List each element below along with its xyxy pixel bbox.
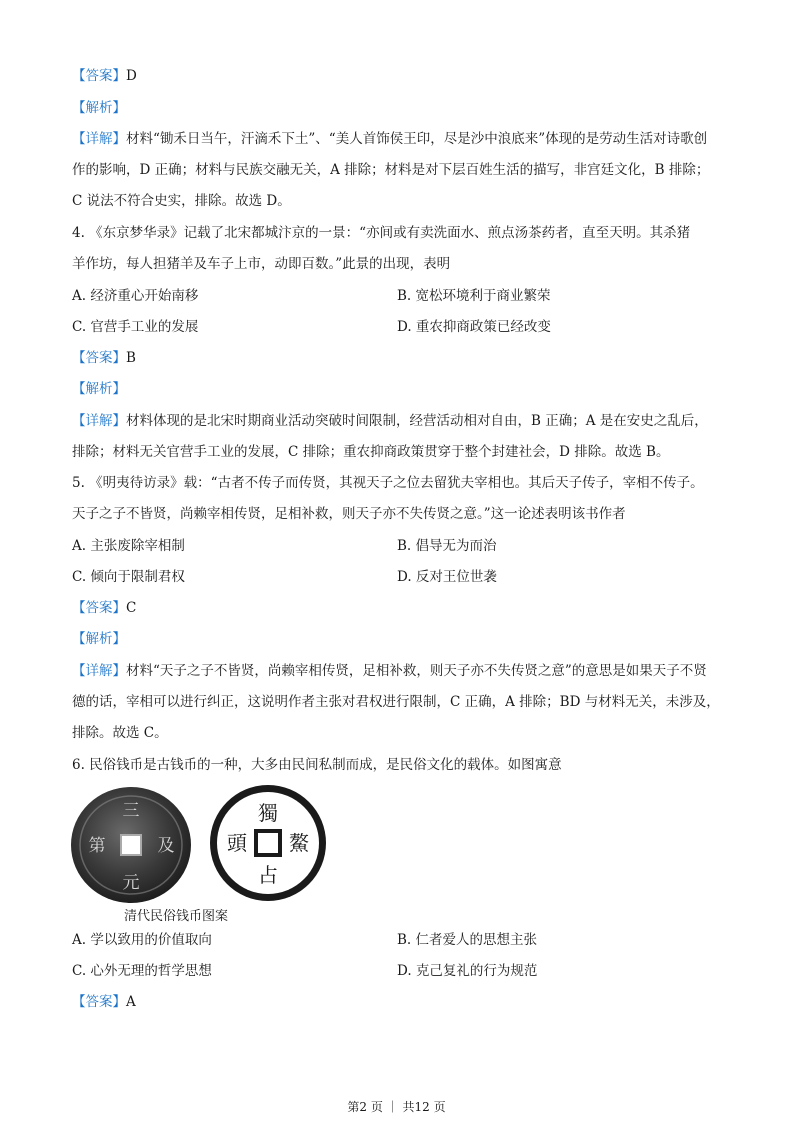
q5-detail-line-3: 排除。故选 C。 xyxy=(72,725,168,741)
answer-value: A xyxy=(126,994,136,1010)
q3-detail-line-2: 作的影响，D 正确；材料与民族交融无关，A 排除；材料是对下层百姓生活的描写，非宫廷文化，B 排除； xyxy=(72,162,710,178)
q5-option-d: D. 反对王位世袭 xyxy=(397,569,497,585)
q5-detail-line-2: 德的话，宰相可以进行纠正，这说明作者主张对君权进行限制，C 正确，A 排除；BD 与材料无关，未涉及， xyxy=(72,694,720,710)
detail-tag: 【详解】 xyxy=(72,413,126,429)
detail-text: 材料“锄禾日当午，汗滴禾下土”、“美人首饰侯王印，尽是沙中浪底来”体现的是劳动生活对诗歌创 xyxy=(126,131,708,147)
q6-option-d: D. 克己复礼的行为规范 xyxy=(397,963,538,979)
q4-analysis-line xyxy=(72,379,126,399)
q4-detail-line-1 xyxy=(72,411,708,431)
q4-detail-line-2: 排除；材料无关官营手工业的发展，C 排除；重农抑商政策贯穿于整个封建社会，D 排除。故选 B。 xyxy=(72,444,670,460)
coin-2-char-top: 獨 xyxy=(258,801,278,825)
q6-stem: 6. 民俗钱币是古钱币的一种，大多由民间私制而成，是民俗文化的载体。如图寓意 xyxy=(72,757,562,773)
answer-value: C xyxy=(126,600,137,616)
q4-option-a: A. 经济重心开始南移 xyxy=(72,288,199,304)
q3-analysis-line xyxy=(72,98,126,118)
detail-tag: 【详解】 xyxy=(72,663,126,679)
coin-1-char-bottom: 元 xyxy=(122,873,140,893)
q6-answer-line xyxy=(72,992,136,1012)
answer-tag: 【答案】 xyxy=(72,68,126,84)
q3-answer-line xyxy=(72,66,137,86)
figure-caption: 清代民俗钱币图案 xyxy=(124,909,229,924)
q4-option-d: D. 重农抑商政策已经改变 xyxy=(397,319,551,335)
coin-image-1 xyxy=(70,786,192,908)
q5-option-c: C. 倾向于限制君权 xyxy=(72,569,185,585)
q3-detail-line-1 xyxy=(72,129,707,149)
coin-image-2 xyxy=(207,782,329,908)
coin-2-char-right: 鰲 xyxy=(289,831,309,855)
coin-2-char-left: 頭 xyxy=(227,831,247,855)
coin-1-square-hole xyxy=(121,835,141,855)
coin-2-char-bottom: 占 xyxy=(258,863,278,887)
detail-text: 材料体现的是北宋时期商业活动突破时间限制，经营活动相对自由，B 正确；A 是在安史之乱后， xyxy=(126,413,708,429)
analysis-tag: 【解析】 xyxy=(72,631,126,647)
page-footer: 第2 页 ｜ 共12 页 xyxy=(347,1100,446,1114)
q4-option-b: B. 宽松环境利于商业繁荣 xyxy=(397,288,551,304)
answer-tag: 【答案】 xyxy=(72,994,126,1010)
q5-analysis-line xyxy=(72,629,126,649)
analysis-tag: 【解析】 xyxy=(72,100,126,116)
q5-stem-line-2: 天子之子不皆贤，尚赖宰相传贤，足相补救，则天子亦不失传贤之意。”这一论述表明该书作者 xyxy=(72,506,626,522)
q5-stem-line-1: 5. 《明夷待访录》载：“古者不传子而传贤，其视天子之位去留犹夫宰相也。其后天子传子，宰相不传子。 xyxy=(72,475,704,491)
q4-stem-line-1: 4. 《东京梦华录》记载了北宋都城汴京的一景：“亦间或有卖洗面水、煎点汤茶药者，直至天明。其杀猪 xyxy=(72,225,691,241)
answer-tag: 【答案】 xyxy=(72,350,126,366)
coin-1-char-left: 第 xyxy=(88,836,106,856)
q5-option-a: A. 主张废除宰相制 xyxy=(72,538,185,554)
detail-text: 材料“天子之子不皆贤，尚赖宰相传贤，足相补救，则天子亦不失传贤之意”的意思是如果天子不贤 xyxy=(126,663,707,679)
coin-2-svg xyxy=(207,782,329,904)
answer-value: B xyxy=(126,350,136,366)
q5-detail-line-1 xyxy=(72,661,707,681)
coin-2-square-hole xyxy=(256,831,280,855)
q4-option-c: C. 官营手工业的发展 xyxy=(72,319,199,335)
answer-value: D xyxy=(126,68,137,84)
q5-answer-line xyxy=(72,598,136,618)
analysis-tag: 【解析】 xyxy=(72,381,126,397)
q4-answer-line xyxy=(72,348,136,368)
q4-stem-line-2: 羊作坊，每人担猪羊及车子上市，动即百数。”此景的出现，表明 xyxy=(72,256,451,272)
coin-1-char-right: 及 xyxy=(157,836,175,856)
q6-option-c: C. 心外无理的哲学思想 xyxy=(72,963,212,979)
answer-tag: 【答案】 xyxy=(72,600,126,616)
coin-1-svg xyxy=(70,786,192,904)
q6-option-b: B. 仁者爱人的思想主张 xyxy=(397,932,538,948)
coin-1-char-top: 三 xyxy=(122,801,140,821)
q6-option-a: A. 学以致用的价值取向 xyxy=(72,932,212,948)
q3-detail-line-3: C 说法不符合史实，排除。故选 D。 xyxy=(72,193,291,209)
q5-option-b: B. 倡导无为而治 xyxy=(397,538,497,554)
detail-tag: 【详解】 xyxy=(72,131,126,147)
